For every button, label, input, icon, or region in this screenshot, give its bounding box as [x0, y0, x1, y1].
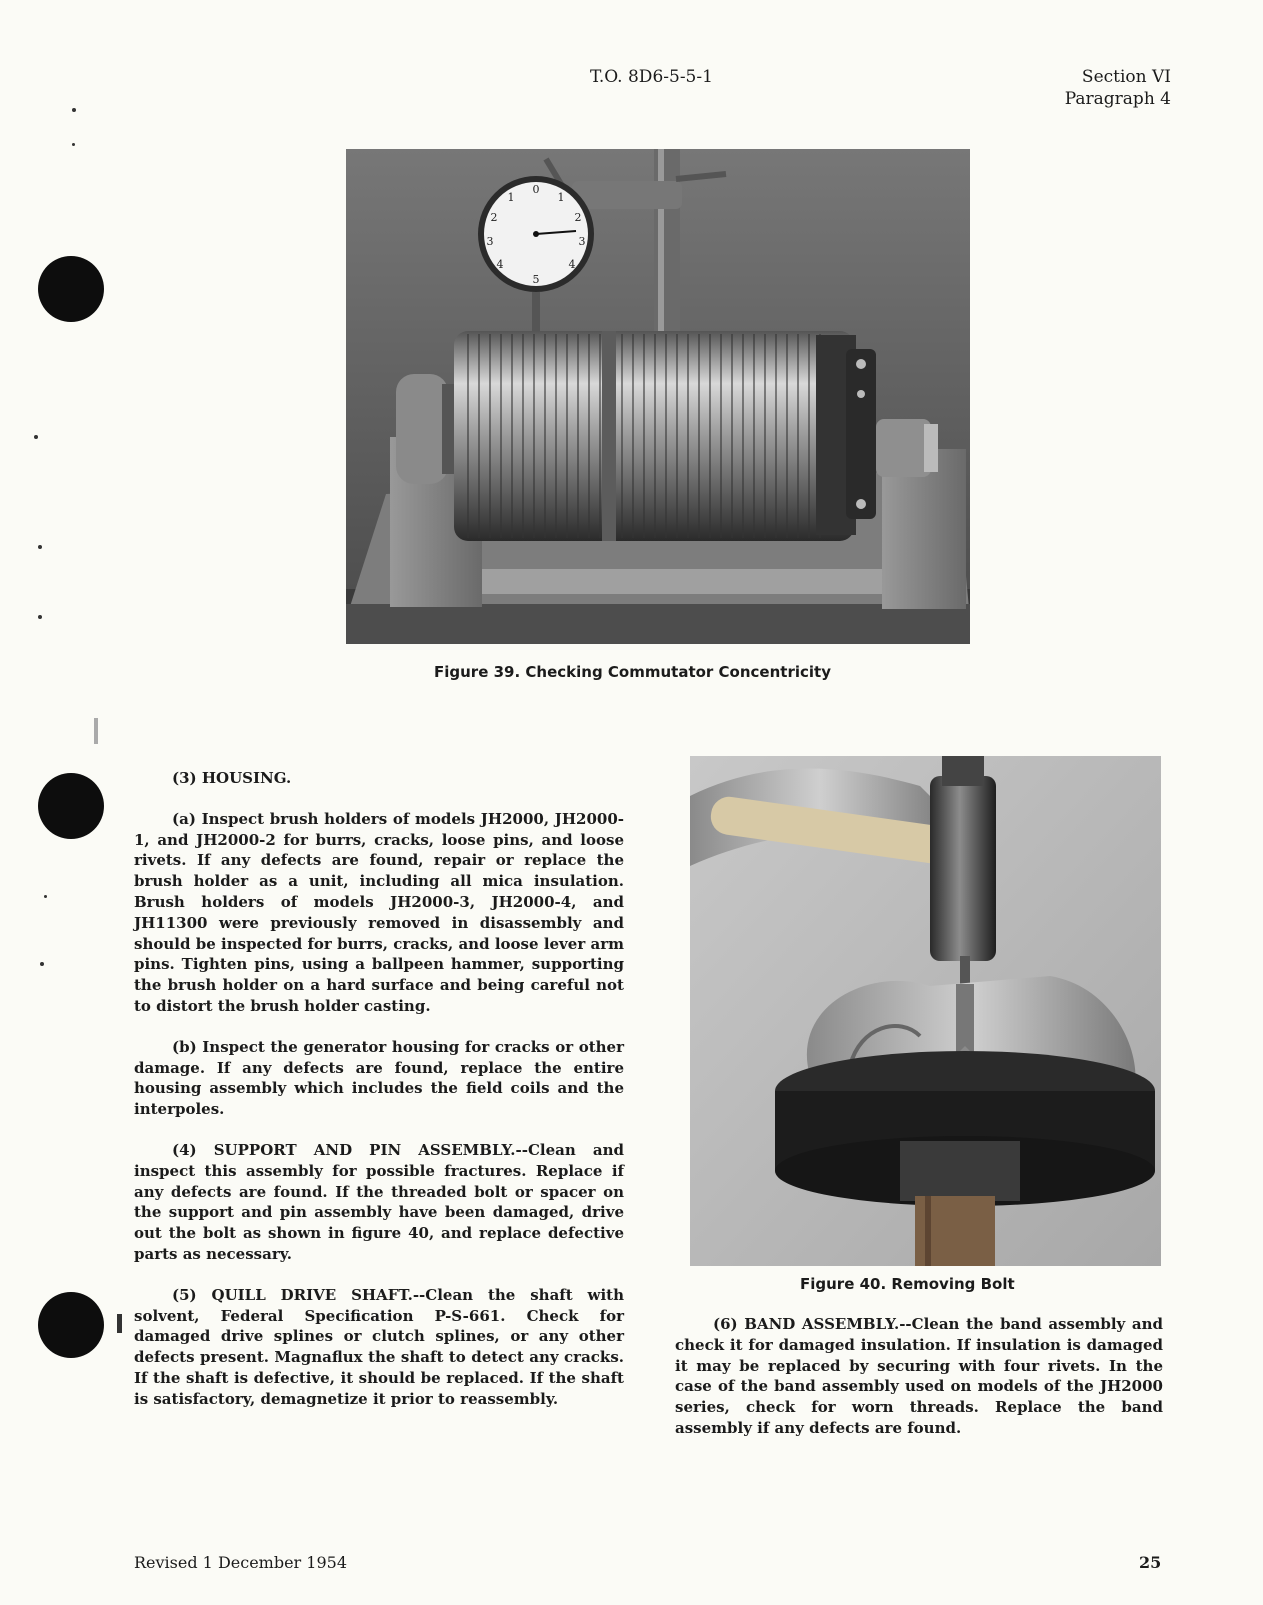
right-column [675, 1314, 1163, 1439]
scan-speck [38, 615, 42, 619]
figure-40-photo [690, 756, 1161, 1266]
scan-speck [38, 545, 42, 549]
binder-hole-middle [38, 773, 104, 839]
dial-number: 1 [507, 191, 515, 204]
dial-number: 4 [568, 258, 576, 271]
binder-hole-bottom [38, 1292, 104, 1358]
revision-bar [117, 1314, 122, 1333]
quill-drive-paragraph: (5) QUILL DRIVE SHAFT.--Clean the shaft with solvent, Federal Specification P-S-661. Check for damaged drive splines or clutch splines, or any other defects present. Magnaflux the shaft to detect any cracks. If the shaft is defective, it should be replaced. If the shaft is satisfactory, demagnetize it prior to reassembly. [134, 1285, 624, 1408]
scan-speck [34, 435, 38, 439]
housing-paragraph-a: (a) Inspect brush holders of models JH2000, JH2000-1, and JH2000-2 for burrs, cracks, loose pins, and loose rivets. If any defects are found, repair or replace the brush holder as a unit, including all mica insulation. Brush holders of models JH2000-3, JH2000-4, and JH11300 were previously removed in disassembly and should be inspected for burrs, cracks, and loose lever arm pins. Tighten pins, using a ballpeen hammer, supporting the brush holder on a hard surface and being careful not to distort the brush holder casting. [134, 809, 624, 1015]
dial-number: 3 [578, 235, 586, 248]
doc-number: T.O. 8D6-5-5-1 [590, 67, 713, 87]
figure-39-caption: Figure 39. Checking Commutator Concentricity [434, 663, 831, 681]
dial-number: 5 [532, 273, 540, 286]
scan-speck [72, 108, 76, 112]
paragraph-label: Paragraph 4 [1064, 89, 1171, 109]
housing-heading: (3) HOUSING. [172, 769, 292, 787]
section-reference [1065, 66, 1171, 110]
support-pin-paragraph: (4) SUPPORT AND PIN ASSEMBLY.--Clean and inspect this assembly for possible fractures. Replace if any defects are found. If the threaded bolt or spacer on the support and pin assembly have been damaged, drive out the bolt as shown in figure 40, and replace defective parts as necessary. [134, 1140, 624, 1263]
scan-speck [40, 962, 44, 966]
dial-number: 2 [490, 211, 498, 224]
dial-number: 2 [574, 211, 582, 224]
housing-paragraph-b: (b) Inspect the generator housing for cracks or other damage. If any defects are found, replace the entire housing assembly which includes the field coils and the interpoles. [134, 1037, 624, 1119]
left-column [134, 768, 624, 1410]
section-label: Section VI [1081, 67, 1171, 87]
page-number: 25 [1139, 1553, 1162, 1572]
scan-speck [44, 895, 47, 898]
scan-speck [72, 143, 75, 146]
dial-number: 4 [496, 258, 504, 271]
band-assembly-paragraph: (6) BAND ASSEMBLY.--Clean the band assembly and check it for damaged insulation. If insulation is damaged it may be replaced by securing with four rivets. In the case of the band assembly used on models of the JH2000 series, check for worn threads. Replace the band assembly if any defects are found. [675, 1315, 1163, 1437]
scan-mark [94, 718, 98, 744]
revision-date: Revised 1 December 1954 [134, 1553, 348, 1572]
figure-40-caption: Figure 40. Removing Bolt [800, 1275, 1015, 1293]
figure-39-photo [346, 149, 970, 644]
dial-number: 0 [532, 183, 540, 196]
dial-number: 3 [486, 235, 494, 248]
binder-hole-top [38, 256, 104, 322]
dial-number: 1 [557, 191, 565, 204]
